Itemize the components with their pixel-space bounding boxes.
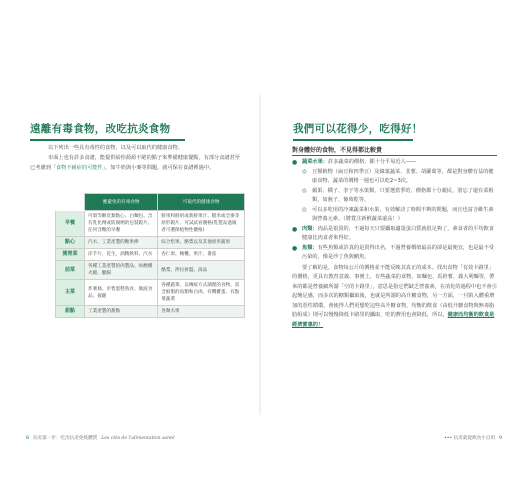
- list-item: [292, 168, 497, 187]
- replace-cell: 酪梨、涉拉拼盤、湯品: [158, 261, 245, 280]
- avoid-cell: 工業產製的甜點: [85, 306, 158, 318]
- avoid-cell: 可頌等酥皮類點心、白麵包、含有乳化劑或防腐劑的包裝穀片、任何含糖的早餐: [85, 211, 158, 237]
- left-footer-title: 抗炎第一步：吃出抗炎免疫體質: [32, 436, 98, 441]
- right-page-number: 9: [499, 436, 502, 441]
- list-item: [292, 244, 497, 263]
- recipe-paragraph-end: 」，如牛奶與小麥等問題，就可保在食譜裡過中。: [102, 164, 215, 171]
- left-page: [0, 0, 258, 500]
- right-subhead: 對身體好的食物，不見得都比較貴: [292, 147, 383, 154]
- header-replace: 可取代的健康食物: [158, 194, 245, 211]
- sub-bullet-icon: ◎: [302, 206, 307, 213]
- row-category: 主菜: [56, 280, 85, 306]
- list-item: [292, 158, 497, 168]
- item-lead: 肉類：: [302, 225, 318, 232]
- left-footer-english: Les clés de l'alimentation santé: [101, 436, 175, 441]
- list-item: [292, 187, 497, 206]
- left-heading-rule: [30, 139, 185, 141]
- recipe-paragraph-text: 市面上也有許多食譜，能提供給你源源不絕的點子來準備健康餐點。有部分食譜甚至已考慮到「: [30, 155, 240, 171]
- item-lead: 魚類：: [302, 244, 318, 251]
- item-lead: 蔬菜水果：: [302, 159, 328, 165]
- list-item: [292, 206, 497, 225]
- bullet-icon: ●: [292, 244, 298, 252]
- intro-paragraph: 以下列出一些具有毒性的食物，以及可以取代的健康食物。: [48, 145, 183, 151]
- book-spine-shadow: [259, 95, 261, 415]
- avoid-cell: 炸薯條、市售蛋糕熟食、微波食品、披薩: [85, 280, 158, 306]
- replace-cell: 各類水果: [158, 306, 245, 318]
- row-category: 開胃菜: [56, 249, 85, 261]
- list-item: [292, 225, 497, 244]
- left-page-number: 8: [26, 436, 29, 441]
- row-category: 早餐: [56, 211, 85, 237]
- subhead-rule: [292, 155, 497, 156]
- row-category: 點心: [56, 237, 85, 249]
- footer-dots: •••: [444, 436, 453, 441]
- avoid-cell: 各種工業產製的肉製品、如煙燻火腿、臘腸: [85, 261, 158, 280]
- sub-bullet-icon: ◎: [302, 168, 307, 175]
- item-text: 豆類植物（扁豆和四季豆）及綠葉蔬菜、韭蔥、胡蘿蔔等，都是對身體有益的健康食物，蔬菜的價格一週也可以吃2~3次。: [312, 168, 494, 184]
- closing-text: 要了解的是，食物每公斤的價格並不能反映其真正的成本。找出食物「有效卡路里」的價格，更具有教育意義。事實上，有些蔬菜的食物，如麵包、馬鈴薯、義大利麵等，帶來的都是營養細所謂「空的卡路里」，意思是指它們缺乏營養素，在消化的過程中也不會引起飽足感，而多次的糖類攝取後，也就是所謂的高升糖食物，另一方面，一旦陷入體重增加的惡性循環，會使得人們更想吃這些高升糖食物，均衡的飲食（由低升糖食物與無毒脂肪組成）則可以慢慢降低卡路里的攝取，吃的費用也會降低，所以，: [292, 264, 497, 318]
- left-footer: [22, 435, 175, 441]
- item-text: 可以多吃用的冷凍蔬菜和水果，有效解決了時間不夠的問題，而且也富含維生素與營養元素。（將賞注新鮮蔬菜還高！）: [312, 206, 494, 222]
- replace-cell: 鮮果和鮮奶或新鮮果汁、糙米或全麥等原形穀片、可試試看優格(乳製品過敏者可選擇植物性優格): [158, 211, 245, 237]
- row-category: 甜點: [56, 306, 85, 318]
- replace-cell: 杏仁果、橄欖、果汁、番茄: [158, 249, 245, 261]
- bullet-icon: ●: [292, 159, 298, 166]
- right-footer-title: 抗炎就從飲食小自用: [453, 436, 496, 441]
- budget-list: [292, 158, 497, 330]
- recipe-paragraph: [30, 154, 245, 173]
- table-row: [56, 249, 245, 261]
- table-corner: [56, 194, 85, 211]
- left-heading: 遠離有毒食物，改吃抗炎食物: [30, 123, 171, 135]
- recipe-paragraph-highlight: 食物不耐症的可能性: [55, 164, 103, 171]
- closing-paragraph: [292, 264, 497, 331]
- right-heading-rule: [293, 139, 413, 141]
- food-swap-table: [55, 193, 245, 318]
- table-row: [56, 306, 245, 318]
- item-text: 蘋果、橘子、李子等水果類，只要選當季的，價格都十分親民，別忘了還有菜根類，如蕪子、葡萄乾等。: [312, 187, 494, 203]
- closing-highlight: 健康而均衡的飲食是經濟實惠的！: [292, 312, 495, 328]
- table-row: [56, 237, 245, 249]
- item-text: 有些魚類或許真的是貴得出名，不過營養價值最高的卻是最便宜，也是最不受污染的，像是沙丁魚與鯖魚。: [302, 244, 494, 260]
- replace-cell: 各種蔬菜、以傳統方式調理的食物、富含鮮脂的魚類和白肉、有機雞蛋、有點菜蔬菜: [158, 280, 245, 306]
- table-row: [56, 261, 245, 280]
- row-category: 前菜: [56, 261, 85, 280]
- item-text: 許多蔬菜的價格，都十分平易近人——: [327, 159, 417, 165]
- avoid-cell: 汽水、工業產製的糖果棒: [85, 237, 158, 249]
- right-heading: 我們可以花得少，吃得好！: [293, 123, 423, 135]
- right-footer: [444, 435, 506, 441]
- table-row: [56, 280, 245, 306]
- replace-cell: 綜合堅果、酪梨以及其他原形蔬果: [158, 237, 245, 249]
- bullet-icon: ●: [292, 225, 298, 233]
- header-avoid: 應避免的有毒食物: [85, 194, 158, 211]
- table-row: [56, 211, 245, 237]
- sub-bullet-icon: ◎: [302, 187, 307, 194]
- item-text: 肉品是很貴的，不過每天只要攝取適量蛋白質就很足夠了，素食者的平均飲食健康比肉食者來得好。: [302, 225, 494, 241]
- avoid-cell: 洋芋片、花生、酒精飲料、汽水: [85, 249, 158, 261]
